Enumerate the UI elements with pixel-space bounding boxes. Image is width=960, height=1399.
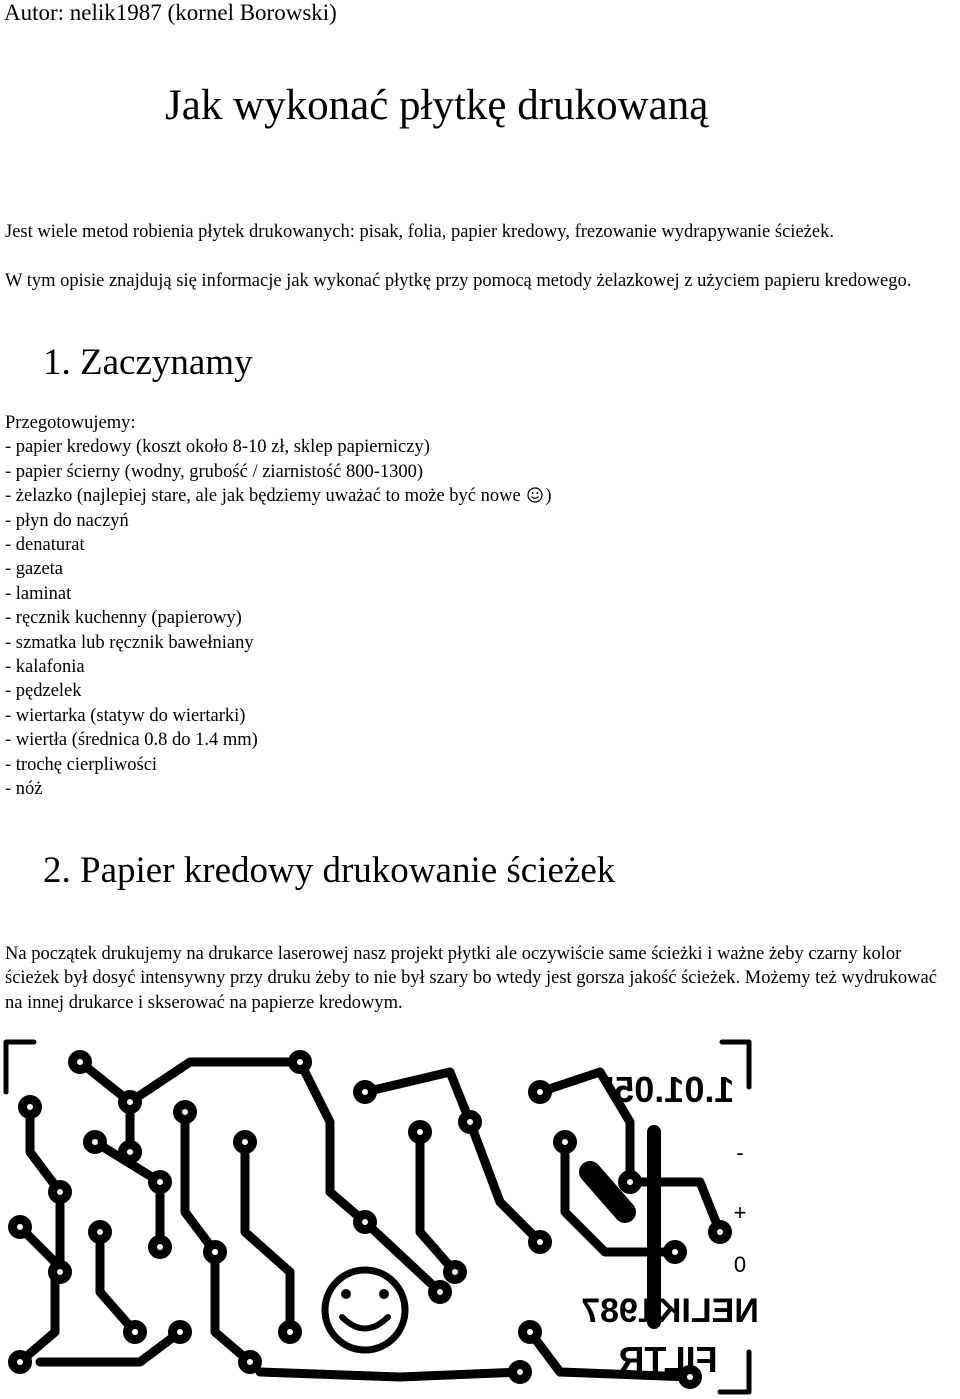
- section-1-heading: 1. Zaczynamy: [43, 342, 253, 383]
- list-item: - ręcznik kuchenny (papierowy): [5, 608, 242, 629]
- list-item: - płyn do naczyń: [5, 510, 129, 531]
- smiley-icon: [527, 487, 543, 503]
- list-item: - wiertła (średnica 0.8 do 1.4 mm): [5, 730, 258, 751]
- pcb-minus-label: -: [736, 1140, 744, 1165]
- pcb-date-label: 1.01.05': [605, 1069, 735, 1110]
- list-item: - laminat: [5, 583, 72, 604]
- pcb-filter-label: FILTR: [618, 1339, 718, 1380]
- list-item: - papier ścierny (wodny, grubość / ziarnistość 800-1300): [5, 461, 424, 482]
- intro-paragraph-1: Jest wiele metod robienia płytek drukowanych: pisak, folia, papier kredowy, frezowanie wydrapywanie ścieżek.: [5, 222, 834, 242]
- list-item: - denaturat: [5, 535, 85, 556]
- list-item: [5, 484, 551, 508]
- pcb-layout-image: [0, 1032, 960, 1399]
- page-title: Jak wykonać płytkę drukowaną: [165, 82, 709, 129]
- list-item: - gazeta: [5, 559, 64, 580]
- intro-paragraph-2: W tym opisie znajdują się informacje jak wykonać płytkę przy pomocą metody żelazkowej z użyciem papieru kredowego.: [5, 271, 912, 291]
- section-2-heading: 2. Papier kredowy drukowanie ścieżek: [43, 850, 616, 891]
- list-item-tail: ): [545, 486, 552, 507]
- list-item: - pędzelek: [5, 681, 82, 702]
- pcb-name-label: NELIK1987: [581, 1292, 759, 1330]
- list-item: - kalafonia: [5, 657, 85, 678]
- list-item: - trochę cierpliwości: [5, 754, 158, 775]
- list-item-text: - żelazko (najlepiej stare, ale jak będziemy uważać to może być nowe: [5, 486, 521, 507]
- materials-list: [5, 411, 551, 802]
- list-item: - papier kredowy (koszt około 8-10 zł, sklep papierniczy): [5, 437, 430, 458]
- materials-lead: Przegotowujemy:: [5, 413, 136, 433]
- author-line: Autor: nelik1987 (kornel Borowski): [4, 0, 337, 25]
- list-item: - wiertarka (statyw do wiertarki): [5, 705, 246, 726]
- list-item: - nóż: [5, 779, 43, 800]
- section-2-paragraph: Na początek drukujemy na drukarce laserowej nasz projekt płytki ale oczywiście same ścieżki i ważne żeby czarny kolor ścieżek był dosyć intensywny przy druku żeby to nie był szary bo wtedy jest gorsza jakość ścieżek. Możemy też wydrukować na innej drukarce i skserować na papierze kredowym.: [5, 944, 937, 1013]
- pcb-zero-label: 0: [733, 1252, 747, 1277]
- pcb-plus-label: +: [733, 1200, 747, 1225]
- list-item: - szmatka lub ręcznik bawełniany: [5, 632, 254, 653]
